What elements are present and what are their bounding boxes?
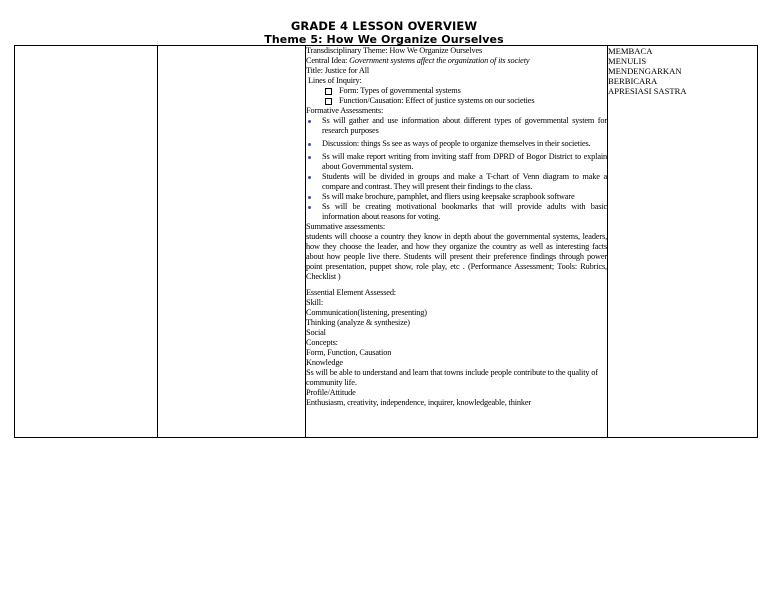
empty-cell-1	[15, 46, 158, 438]
skill-item: MENULIS	[608, 56, 647, 66]
bullet-icon	[308, 196, 311, 199]
essential-line: Social	[306, 328, 326, 337]
essential-line: Enthusiasm, creativity, independence, inquirer, knowledgeable, thinker	[306, 398, 532, 407]
skill-item: MENDENGARKAN	[608, 66, 682, 76]
formative-item-6: Ss will be creating motivational bookmarks that will provide adults with basic information about reasons for voting.	[322, 202, 607, 221]
formative-item-3: Ss will make report writing from inviting staff from DPRD of Bogor District to explain about Governmental system.	[322, 152, 607, 171]
bullet-icon	[308, 176, 311, 179]
lesson-details-cell	[306, 46, 608, 438]
formative-label: Formative Assessments:	[306, 106, 384, 115]
lines-of-inquiry-list	[306, 86, 607, 106]
central-idea	[306, 56, 607, 66]
lesson-table	[14, 45, 758, 438]
list-item	[306, 139, 607, 149]
skill-item: BERBICARA	[608, 76, 658, 86]
list-item	[306, 116, 607, 136]
checkbox-icon	[325, 88, 332, 95]
empty-cell-2	[158, 46, 306, 438]
transdisciplinary-theme: Transdisciplinary Theme: How We Organize Ourselves	[306, 46, 483, 55]
checkbox-icon	[325, 98, 332, 105]
list-item	[306, 172, 607, 192]
list-item	[306, 202, 607, 222]
lesson-title: Title: Justice for All	[306, 66, 370, 75]
essential-line: Thinking (analyze & synthesize)	[306, 318, 410, 327]
formative-list	[306, 116, 607, 222]
inquiry-line-2: Function/Causation: Effect of justice systems on our societies	[339, 96, 535, 105]
list-item	[306, 86, 607, 96]
list-item	[306, 192, 607, 202]
list-item	[306, 152, 607, 172]
formative-item-5: Ss will make brochure, pamphlet, and fliers using keepsake scrapbook software	[322, 192, 575, 201]
essential-line: Ss will be able to understand and learn that towns include people contribute to the quality of community life.	[306, 368, 598, 387]
table-row	[15, 46, 758, 438]
skills-cell	[608, 46, 758, 438]
essential-line: Profile/Attitude	[306, 388, 356, 397]
inquiry-line-1: Form: Types of governmental systems	[339, 86, 461, 95]
bullet-icon	[308, 143, 311, 146]
list-item	[306, 96, 607, 106]
central-idea-label: Central Idea:	[306, 56, 348, 65]
essential-label: Essential Element Assessed:	[306, 288, 396, 297]
document-subtitle: Theme 5: How We Organize Ourselves	[264, 33, 504, 46]
document-title: GRADE 4 LESSON OVERVIEW	[290, 19, 478, 33]
essential-line: Form, Function, Causation	[306, 348, 392, 357]
formative-item-1: Ss will gather and use information about different types of governmental system for research purposes	[322, 116, 607, 135]
summative-text: students will choose a country they know in depth about the governmental systems, leaders, how they choose the leader, and how they organize the country as well as interesting facts about how people live there. Students will present their preference findings through power point presentation, puppet show, role play, etc . (Performance Assessment; Tools: Rubrics, Checklist )	[306, 232, 607, 281]
formative-item-2: Discussion: things Ss see as ways of people to organize themselves in their societies.	[322, 139, 591, 148]
essential-line: Communication(listening, presenting)	[306, 308, 427, 317]
essential-line: Skill:	[306, 298, 324, 307]
formative-item-4: Students will be divided in groups and make a T-chart of Venn diagram to make a compare and contrast. They will present their findings to the class.	[322, 172, 607, 191]
bullet-icon	[308, 120, 311, 123]
bullet-icon	[308, 206, 311, 209]
essential-line: Concepts:	[306, 338, 338, 347]
essential-line: Knowledge	[306, 358, 343, 367]
bullet-icon	[308, 156, 311, 159]
central-idea-text: Government systems affect the organization of its society	[349, 56, 530, 65]
summative-label: Summative assessments:	[306, 222, 385, 231]
lines-of-inquiry-label: Lines of Inquiry:	[308, 76, 362, 85]
skill-item: APRESIASI SASTRA	[608, 86, 687, 96]
skill-item: MEMBACA	[608, 46, 653, 56]
